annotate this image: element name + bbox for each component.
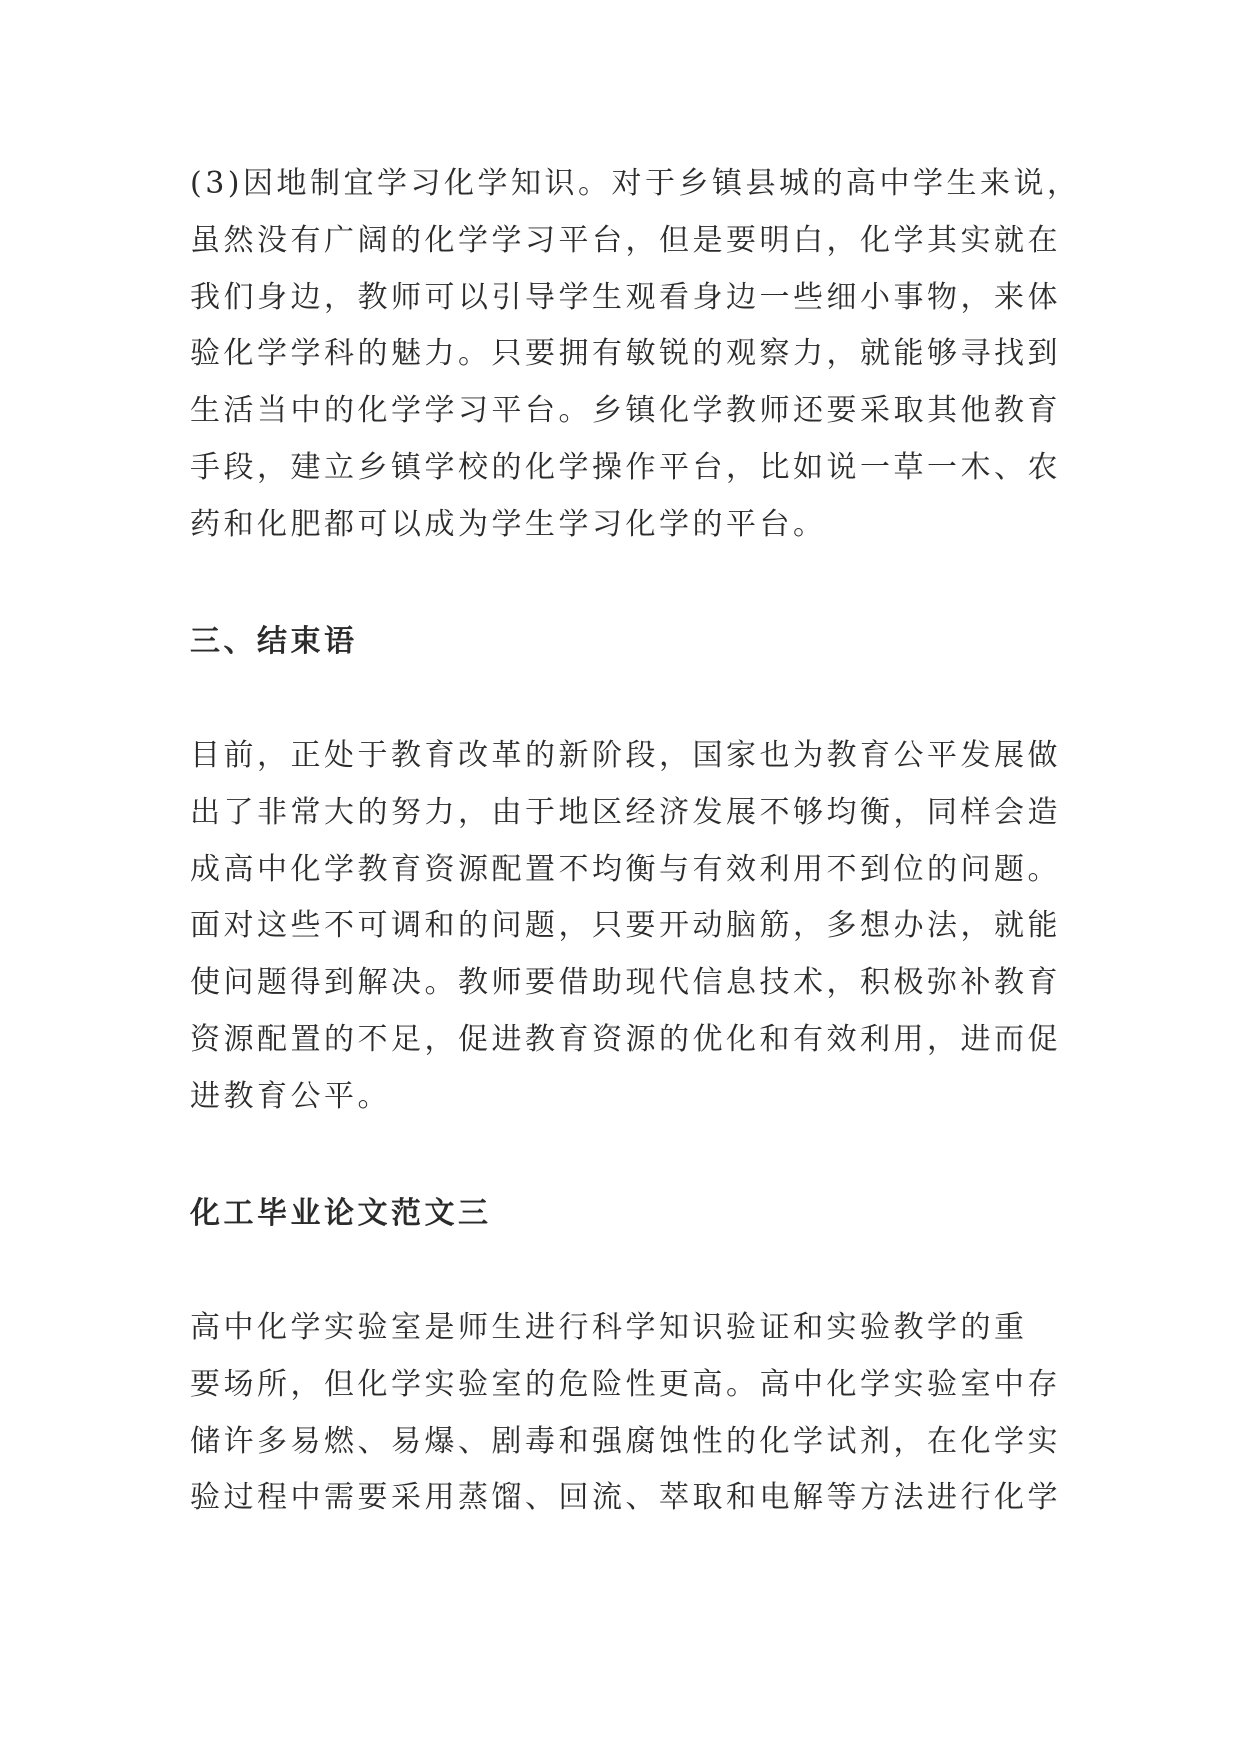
text-line: 面对这些不可调和的问题，只要开动脑筋，多想办法，就能 bbox=[190, 908, 1061, 944]
text-line: 储许多易燃、易爆、剧毒和强腐蚀性的化学试剂，在化学实 bbox=[190, 1423, 1061, 1459]
text-line: 虽然没有广阔的化学学习平台，但是要明白，化学其实就在 bbox=[190, 222, 1061, 258]
text-line: 验化学学科的魅力。只要拥有敏锐的观察力，就能够寻找到 bbox=[190, 336, 1061, 372]
text-line: 药和化肥都可以成为学生学习化学的平台。 bbox=[190, 506, 827, 542]
text-line: 成高中化学教育资源配置不均衡与有效利用不到位的问题。 bbox=[190, 851, 1061, 887]
paragraph-conclusion bbox=[190, 728, 1061, 1126]
text-line: 手段，建立乡镇学校的化学操作平台，比如说一草一木、农 bbox=[190, 449, 1061, 485]
text-line: 我们身边，教师可以引导学生观看身边一些细小事物，来体 bbox=[190, 279, 1061, 315]
text-line: 资源配置的不足，促进教育资源的优化和有效利用，进而促 bbox=[190, 1021, 1061, 1057]
text-line: 目前，正处于教育改革的新阶段，国家也为教育公平发展做 bbox=[190, 738, 1061, 773]
text-line: (3)因地制宜学习化学知识。对于乡镇县城的高中学生来说， bbox=[190, 166, 1081, 201]
section-heading-conclusion: 三、结束语 bbox=[190, 624, 358, 659]
text-line: 出了非常大的努力，由于地区经济发展不够均衡，同样会造 bbox=[190, 794, 1061, 830]
paragraph-lab-safety bbox=[190, 1300, 1061, 1527]
section-heading-sample-three: 化工毕业论文范文三 bbox=[190, 1196, 492, 1231]
paragraph-local-chemistry-learning bbox=[190, 156, 1081, 554]
text-line: 生活当中的化学学习平台。乡镇化学教师还要采取其他教育 bbox=[190, 393, 1061, 429]
text-line: 验过程中需要采用蒸馏、回流、萃取和电解等方法进行化学 bbox=[190, 1480, 1061, 1516]
text-line: 要场所，但化学实验室的危险性更高。高中化学实验室中存 bbox=[190, 1366, 1061, 1402]
text-line: 进教育公平。 bbox=[190, 1078, 391, 1114]
text-line: 使问题得到解决。教师要借助现代信息技术，积极弥补教育 bbox=[190, 965, 1061, 1001]
text-line: 高中化学实验室是师生进行科学知识验证和实验教学的重 bbox=[190, 1310, 1028, 1345]
